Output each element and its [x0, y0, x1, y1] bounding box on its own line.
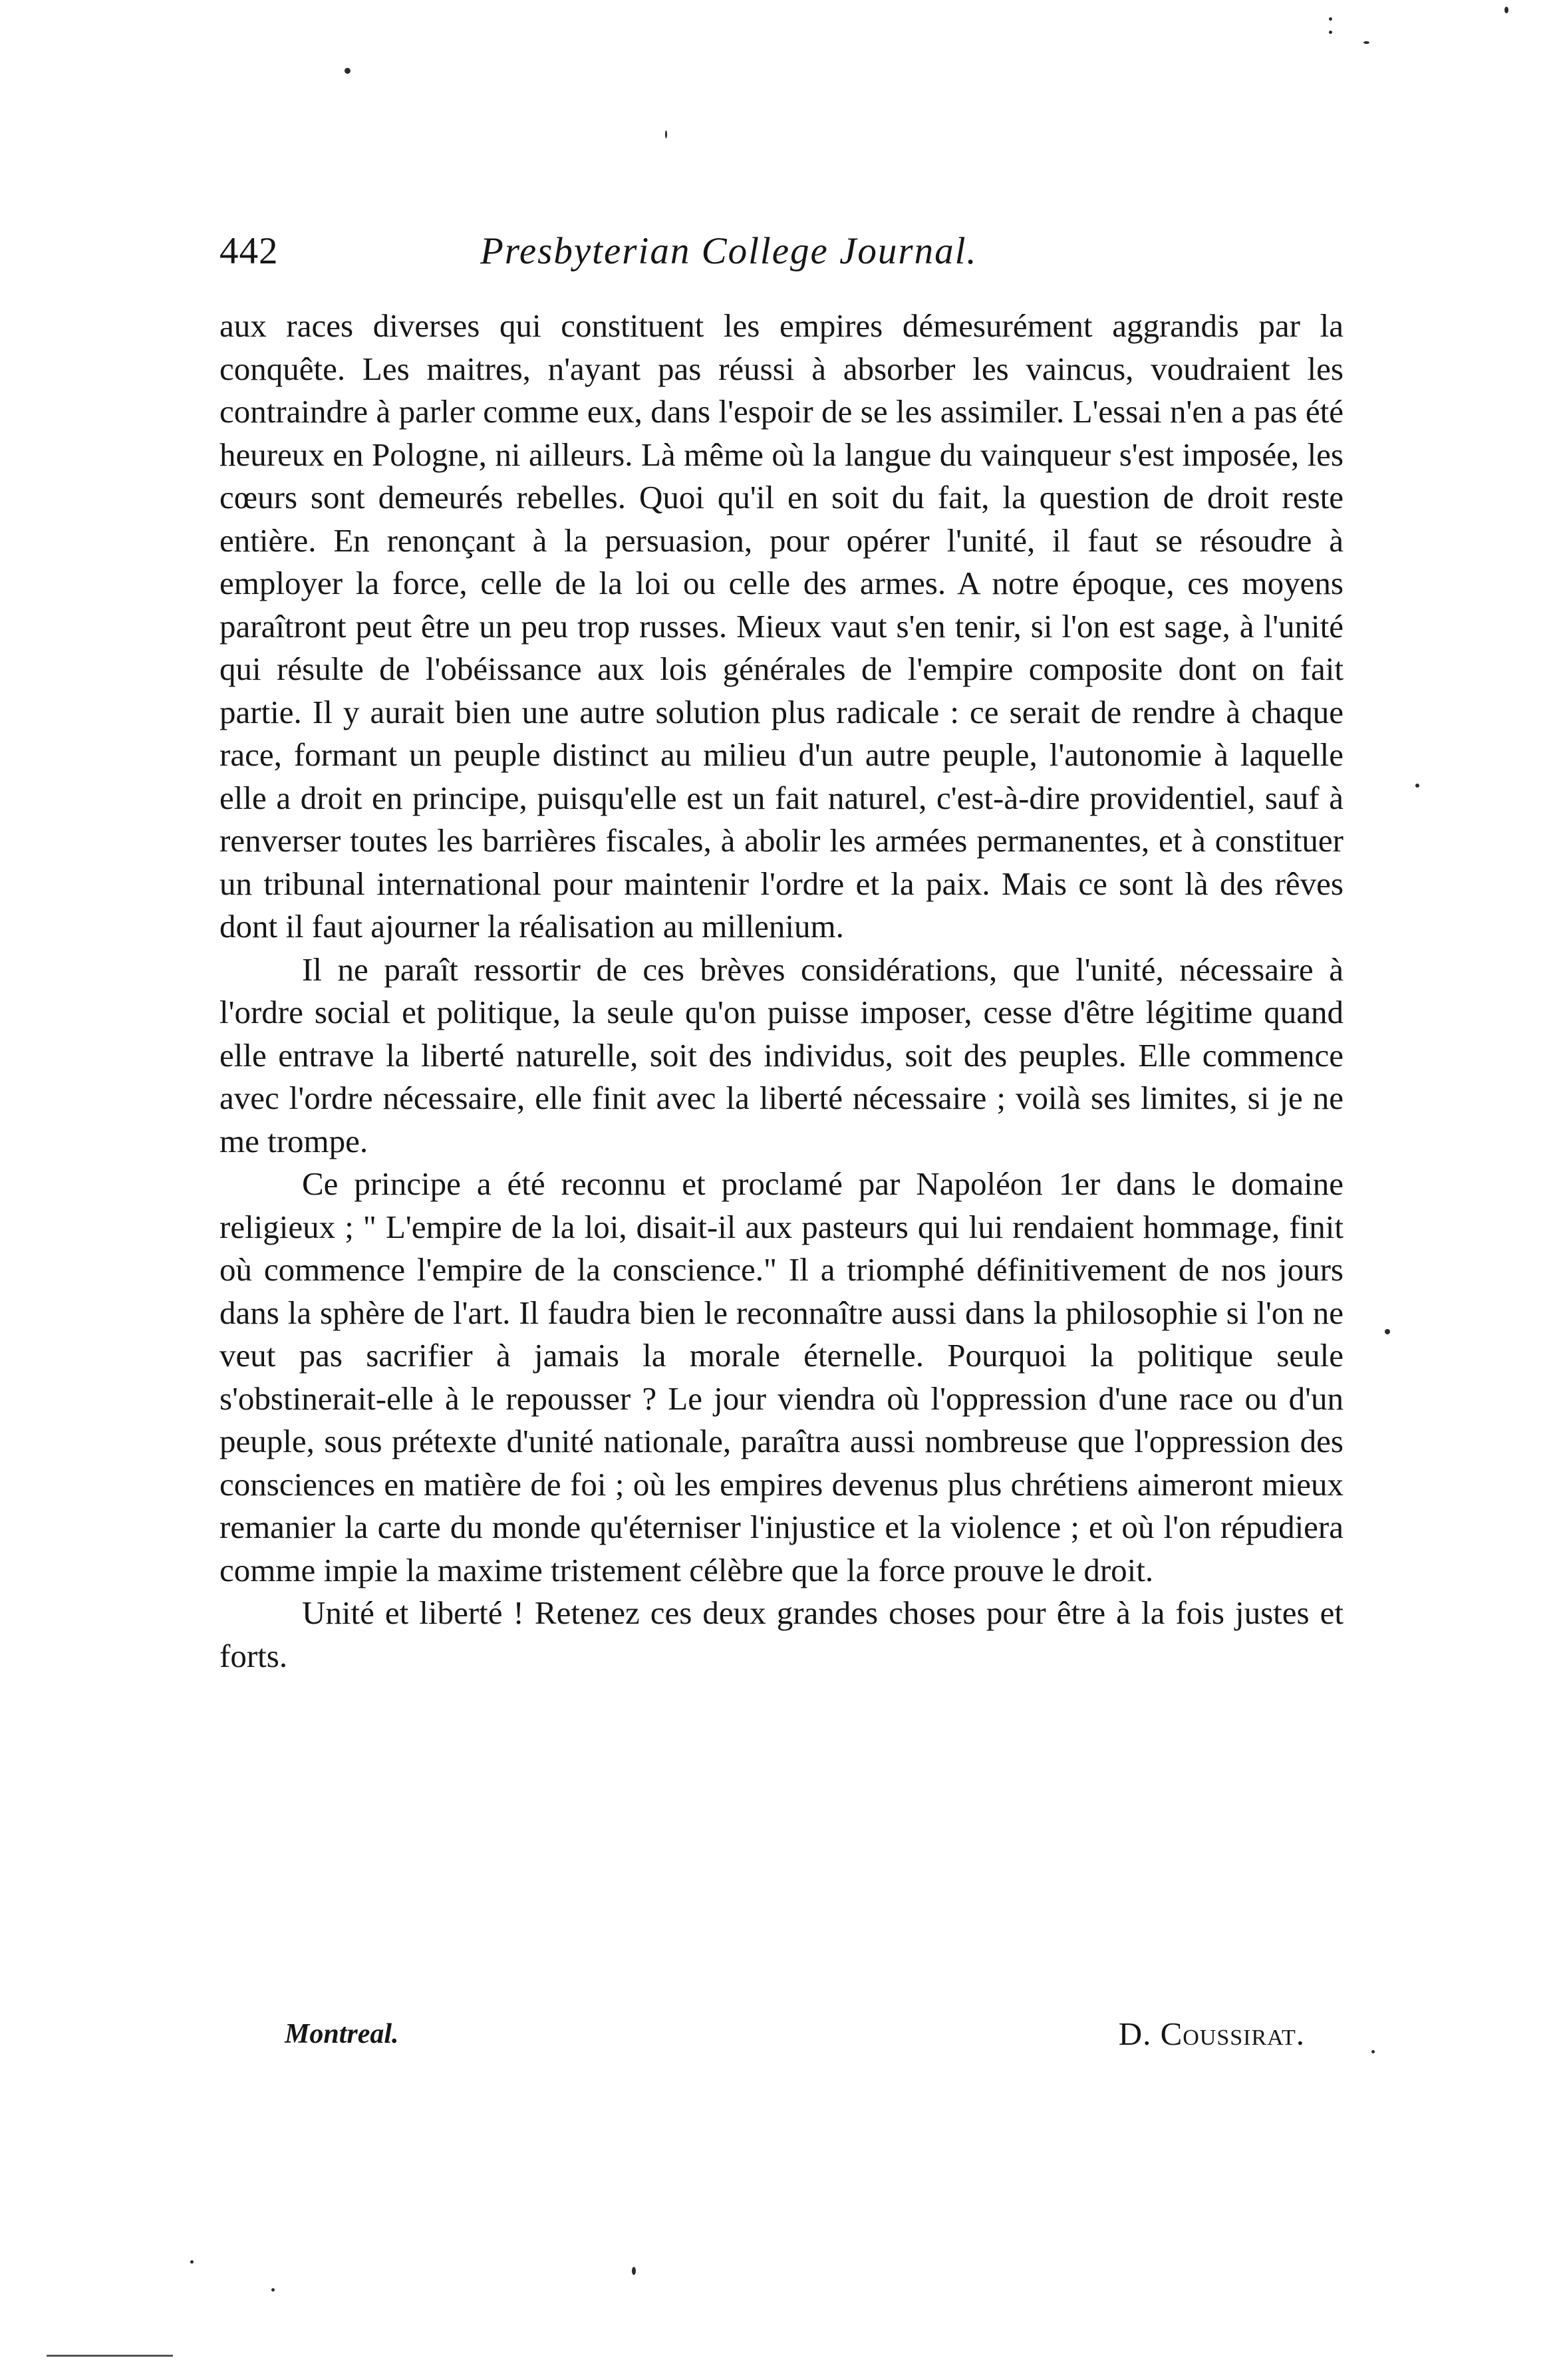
- running-title: Presbyterian College Journal.: [480, 230, 978, 272]
- scan-speck: [1385, 1329, 1390, 1334]
- scan-speck: [1371, 2050, 1375, 2053]
- scan-speck: [1504, 7, 1508, 13]
- paragraph-2: Il ne paraît ressortir de ces brèves considérations, que l'unité, nécessaire à l'ordre social et politique, la seule qu'on puisse imposer, cesse d'être légitime quand elle entrave la liberté naturelle, soit des individus, soit des peuples. Elle commence avec l'ordre nécessaire, elle finit avec la liberté nécessaire ; voilà ses limites, si je ne me trompe.: [219, 951, 1344, 1159]
- article-body: [219, 305, 1344, 1678]
- scan-speck: [1363, 41, 1369, 44]
- scan-speck: [190, 2260, 194, 2264]
- scan-speck: [345, 68, 351, 74]
- scan-edge-line: [47, 2355, 173, 2357]
- signature-author: D. Coussirat.: [1118, 2015, 1305, 2052]
- page-number: 442: [219, 230, 279, 272]
- paragraph-3: Ce principe a été reconnu et proclamé par Napoléon 1er dans le domaine religieux ; " L'empire de la loi, disait-il aux pasteurs qui lui rendaient hommage, finit où commence l'empire de la conscience." Il a triomphé définitivement de nos jours dans la sphère de l'art. Il faudra bien le reconnaître aussi dans la philosophie si l'on ne veut pas sacrifier à jamais la morale éternelle. Pourquoi la politique seule s'obstinerait-elle à le repousser ? Le jour viendra où l'oppression d'une race ou d'un peuple, sous prétexte d'unité nationale, paraîtra aussi nombreuse que l'oppression des consciences en matière de foi ; où les empires devenus plus chrétiens aimeront mieux remanier la carte du monde qu'éterniser l'injustice et la violence ; et où l'on répudiera comme impie la maxime tristement célèbre que la force prouve le droit.: [219, 1165, 1344, 1588]
- scan-speck: [1329, 31, 1332, 34]
- signature-line: [219, 2011, 1344, 2057]
- scan-speck: [1329, 17, 1332, 21]
- page-header: [219, 225, 1344, 278]
- scan-speck: [632, 2267, 636, 2275]
- scan-speck: [271, 2288, 275, 2292]
- signature-place: Montreal.: [285, 2019, 399, 2049]
- scan-speck: [665, 130, 667, 138]
- scan-speck: [1415, 784, 1419, 788]
- paragraph-4: Unité et liberté ! Retenez ces deux grandes choses pour être à la fois justes et forts.: [219, 1594, 1344, 1674]
- paragraph-1: aux races diverses qui constituent les empires démesurément aggrandis par la conquête. Les maitres, n'ayant pas réussi à absorber les vaincus, voudraient les contraindre à parler comme eux, dans l'espoir de se les assimiler. L'essai n'en a pas été heureux en Pologne, ni ailleurs. Là même où la langue du vainqueur s'est imposée, les cœurs sont demeurés rebelles. Quoi qu'il en soit du fait, la question de droit reste entière. En renonçant à la persuasion, pour opérer l'unité, il faut se résoudre à employer la force, celle de la loi ou celle des armes. A notre époque, ces moyens paraîtront peut être un peu trop russes. Mieux vaut s'en tenir, si l'on est sage, à l'unité qui résulte de l'obéissance aux lois générales de l'empire composite dont on fait partie. Il y aurait bien une autre solution plus radicale : ce serait de rendre à chaque race, formant un peuple distinct au milieu d'un autre peuple, l'autonomie à laquelle elle a droit en principe, puisqu'elle est un fait naturel, c'est-à-dire providentiel, sauf à renverser toutes les barrières fiscales, à abolir les armées permanentes, et à constituer un tribunal international pour maintenir l'ordre et la paix. Mais ce sont là des rêves dont il faut ajourner la réalisation au millenium.: [219, 307, 1344, 945]
